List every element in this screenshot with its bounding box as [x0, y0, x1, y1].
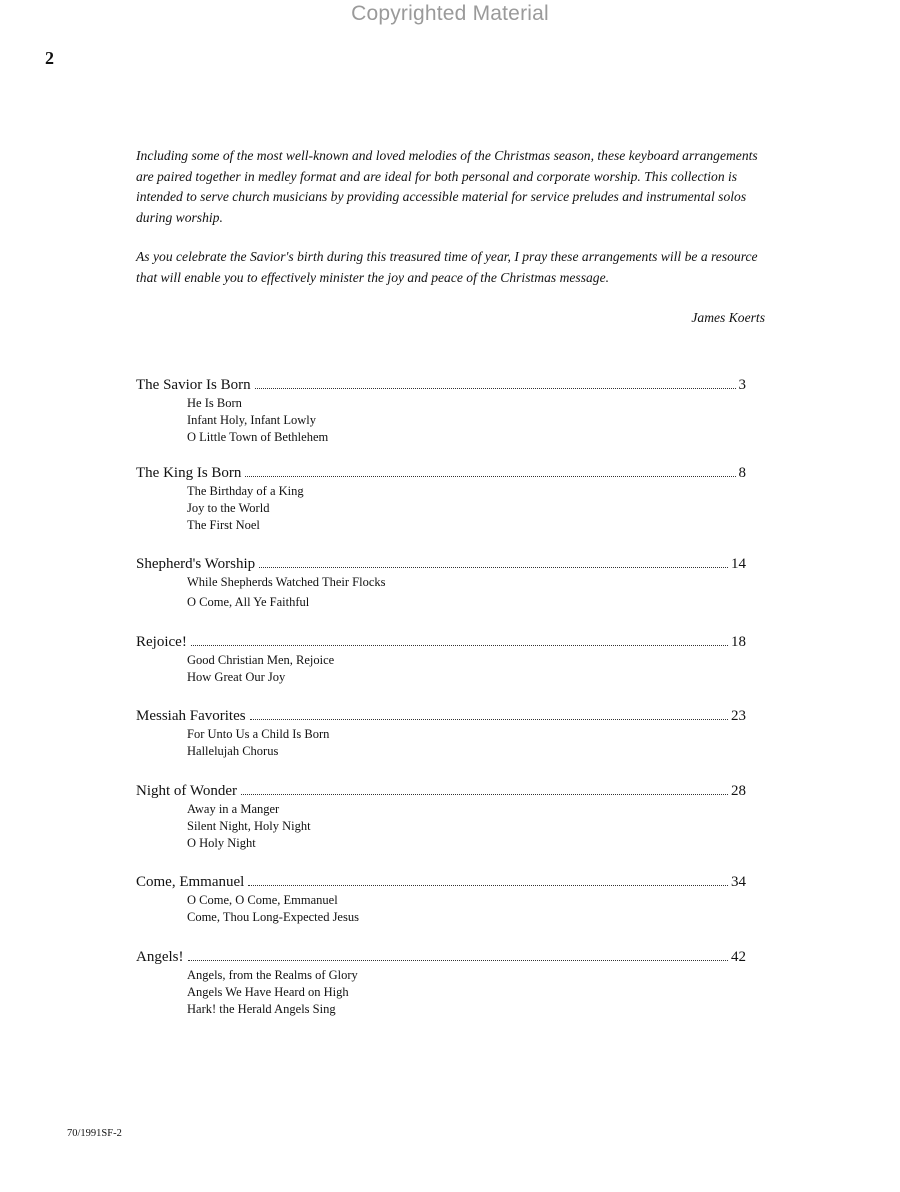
toc-entry-page: 28 — [731, 783, 746, 799]
dot-leader — [241, 794, 728, 795]
toc-entry-page: 14 — [731, 556, 746, 572]
dot-leader — [245, 476, 735, 477]
song-title: Away in a Manger — [187, 802, 280, 816]
toc-entry-page: 3 — [738, 377, 746, 393]
song-title: Hark! the Herald Angels Sing — [187, 1002, 336, 1016]
song-title: How Great Our Joy — [187, 670, 286, 684]
song-title: Angels, from the Realms of Glory — [187, 968, 358, 982]
toc-entry-page: 42 — [731, 949, 746, 965]
song-title: O Come, All Ye Faithful — [187, 595, 310, 609]
toc-entry-page: 8 — [738, 465, 746, 481]
song-title: O Little Town of Bethlehem — [187, 430, 329, 444]
toc-entry-page: 34 — [731, 874, 746, 890]
dot-leader — [188, 960, 729, 961]
intro-paragraph: As you celebrate the Savior's birth during this treasured time of year, I pray these arrangements will be a resource that will enable you to effectively minister the joy and peace of the Christmas message. — [136, 249, 758, 285]
toc-entry-title: Rejoice! — [136, 634, 187, 650]
song-title: The First Noel — [187, 518, 260, 532]
toc-entry — [136, 554, 746, 611]
song-title: For Unto Us a Child Is Born — [187, 727, 330, 741]
toc-entry — [136, 375, 746, 446]
introduction — [136, 146, 766, 307]
dot-leader — [259, 567, 728, 568]
song-title: The Birthday of a King — [187, 484, 304, 498]
toc-entry-title: The Savior Is Born — [136, 377, 251, 393]
dot-leader — [191, 645, 728, 646]
song-title: He Is Born — [187, 396, 242, 410]
dot-leader — [248, 885, 728, 886]
toc-entry-page: 23 — [731, 708, 746, 724]
toc-entry — [136, 632, 746, 686]
page-number: 2 — [45, 48, 54, 68]
toc-entry-title: Angels! — [136, 949, 184, 965]
song-title: Good Christian Men, Rejoice — [187, 653, 335, 667]
dot-leader — [250, 719, 728, 720]
toc-entry-title: Night of Wonder — [136, 783, 238, 799]
song-title: Silent Night, Holy Night — [187, 819, 311, 833]
song-title: O Holy Night — [187, 836, 256, 850]
song-title: Come, Thou Long-Expected Jesus — [187, 910, 359, 924]
toc-entry-title: Come, Emmanuel — [136, 874, 245, 890]
song-title: O Come, O Come, Emmanuel — [187, 893, 338, 907]
song-title: Joy to the World — [187, 501, 270, 515]
toc-entry — [136, 781, 746, 852]
author-signature: James Koerts — [691, 310, 765, 325]
song-title: Angels We Have Heard on High — [187, 985, 349, 999]
song-title: Hallelujah Chorus — [187, 744, 279, 758]
toc-entry-title: The King Is Born — [136, 465, 242, 481]
intro-paragraph: Including some of the most well-known and loved melodies of the Christmas season, these keyboard arrangements are paired together in medley format and are ideal for both personal and corporate worship. This collection is intended to serve church musicians by providing accessible material for service preludes and instrumental solos during worship. — [136, 148, 758, 225]
toc-entry-title: Messiah Favorites — [136, 708, 246, 724]
song-title: While Shepherds Watched Their Flocks — [187, 575, 386, 589]
toc-entry — [136, 947, 746, 1018]
catalog-number: 70/1991SF-2 — [67, 1128, 122, 1139]
toc-entry — [136, 872, 746, 926]
toc-entry-title: Shepherd's Worship — [136, 556, 256, 572]
dot-leader — [255, 388, 736, 389]
toc-entry — [136, 706, 746, 760]
toc-entry — [136, 463, 746, 534]
song-title: Infant Holy, Infant Lowly — [187, 413, 317, 427]
copyright-watermark: Copyrighted Material — [351, 2, 549, 25]
toc-entry-page: 18 — [731, 634, 746, 650]
